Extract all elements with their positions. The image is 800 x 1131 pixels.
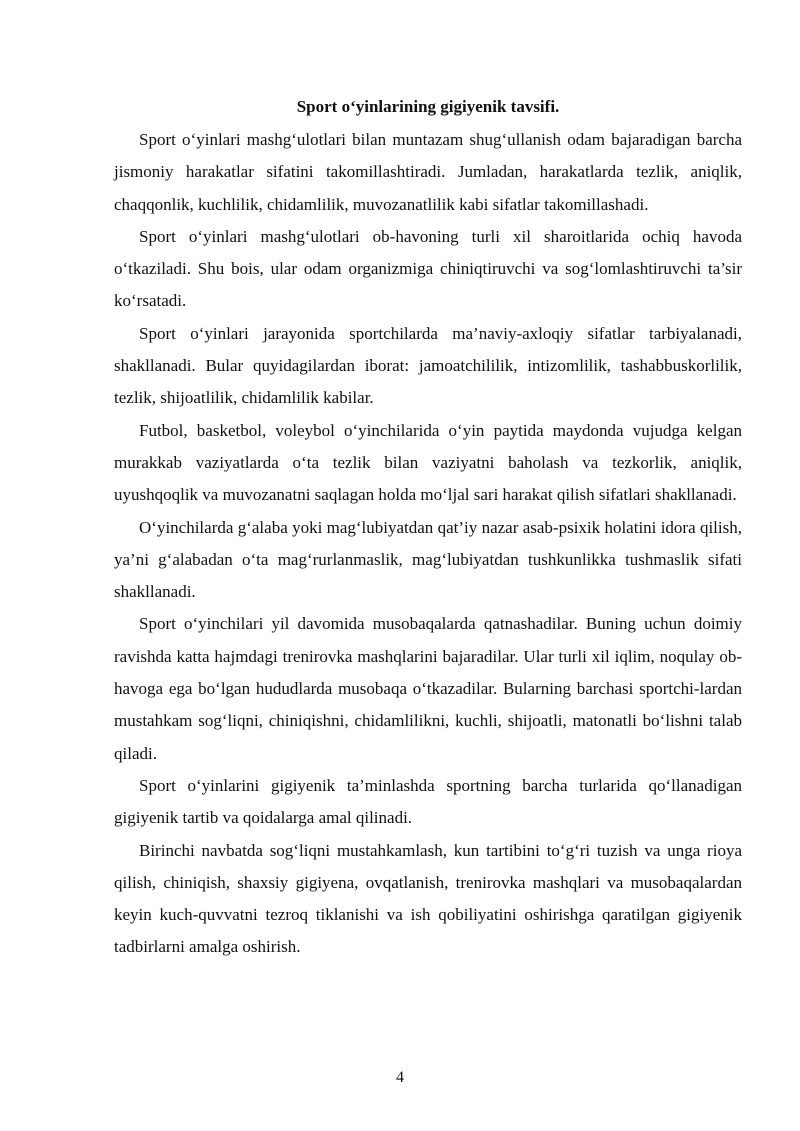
paragraph-2: Sport o‘yinlari mashg‘ulotlari ob-havoning turli xil sharoitlarida ochiq havoda o‘tkaziladi. Shu bois, ular odam organizmiga chiniqtiruvchi va sog‘lomlashtiruvchi ta’sir ko‘rsatadi. <box>114 226 742 311</box>
page-number: 4 <box>396 1069 404 1086</box>
paragraph-8: Birinchi navbatda sog‘liqni mustahkamlash, kun tartibini to‘g‘ri tuzish va unga rioya qilish, chiniqish, shaxsiy gigiyena, ovqatlanish, trenirovka mashqlari va musobaqalardan keyin kuch-quvvatni tezroq tiklanishi va ish qobiliyatini oshirishga qaratilgan gigiyenik tadbirlarni amalga oshirish. <box>114 840 742 957</box>
page-content <box>114 94 742 964</box>
paragraph-1: Sport o‘yinlari mashg‘ulotlari bilan muntazam shug‘ullanish odam bajaradigan barcha jismoniy harakatlar sifatini takomillashtiradi. Jumladan, harakatlarda tezlik, aniqlik, chaqqonlik, kuchlilik, chidamlilik, muvozanatlilik kabi sifatlar takomillashadi. <box>114 130 742 214</box>
section-title: Sport o‘yinlarining gigiyenik tavsifi. <box>296 97 560 116</box>
paragraph-7: Sport o‘yinlarini gigiyenik ta’minlashda sportning barcha turlarida qo‘llanadigan gigiyenik tartib va qoidalarga amal qilinadi. <box>114 775 742 828</box>
paragraph-4: Futbol, basketbol, voleybol o‘yinchilarida o‘yin paytida maydonda vujudga kelgan murakkab vaziyatlarda o‘ta tezlik bilan vaziyatni baholash va tezkorlik, aniqlik, uyushqoqlik va muvozanatni saqlagan holda mo‘ljal sari harakat qilish sifatlari shakllanadi. <box>114 420 742 505</box>
paragraph-6: Sport o‘yinchilari yil davomida musobaqalarda qatnashadilar. Buning uchun doimiy ravishda katta hajmdagi trenirovka mashqlarini bajaradilar. Ular turli xil iqlim, noqulay ob-havoga ega bo‘lgan hududlarda musobaqa o‘tkazadilar. Bularning barchasi sportchi-lardan mustahkam sog‘liqni, chiniqishni, chidamlilikni, kuchli, shijoatli, matonatli bo‘lishni talab qiladi. <box>114 614 742 763</box>
paragraph-3: Sport o‘yinlari jarayonida sportchilarda ma’naviy-axloqiy sifatlar tarbiyalanadi, shakllanadi. Bular quyidagilardan iborat: jamoatchililik, intizomlilik, tashabbuskorlilik, tezlik, shijoatlilik, chidamlilik kabilar. <box>114 323 742 408</box>
paragraph-5: O‘yinchilarda g‘alaba yoki mag‘lubiyatdan qat’iy nazar asab-psixik holatini idora qilish, ya’ni g‘alabadan o‘ta mag‘rurlanmaslik, mag‘lubiyatdan tushkunlikka tushmaslik sifati shakllanadi. <box>114 517 742 602</box>
